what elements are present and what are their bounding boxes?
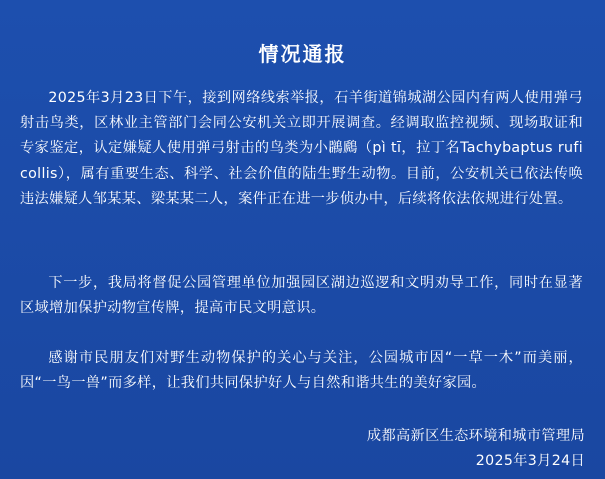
signature-organization: 成都高新区生态环境和城市管理局 [366, 428, 585, 444]
notice-paragraph-incident: 2025年3月23日下午，接到网络线索举报，石羊街道锦城湖公园内有两人使用弹弓射击鸟类，区林业主管部门会同公安机关立即开展调查。经调取监控视频、现场取证和专家鉴定，认定嫌疑人使用弹弓射击的鸟类为小鸊鷉（pì tī，拉丁名Tachybaptus ruficollis），属有重要生态、科学、社会价值的陆生野生动物。目前，公安机关已依法传唤违法嫌疑人邹某某、梁某某二人，案件正在进一步侦办中，后续将依法依规进行处置。 [20, 90, 583, 207]
notice-paragraph-thanks: 感谢市民朋友们对野生动物保护的关心与关注，公园城市因“一草一木”而美丽，因“一鸟一兽”而多样，让我们共同保护好人与自然和谐共生的美好家园。 [20, 350, 583, 392]
notice-title: 情况通报 [258, 42, 347, 66]
notice-paragraph-next-steps: 下一步，我局将督促公园管理单位加强园区湖边巡逻和文明劝导工作，同时在显著区域增加保护动物宣传牌，提高市民文明意识。 [20, 275, 583, 317]
signature-date: 2025年3月24日 [475, 453, 585, 469]
